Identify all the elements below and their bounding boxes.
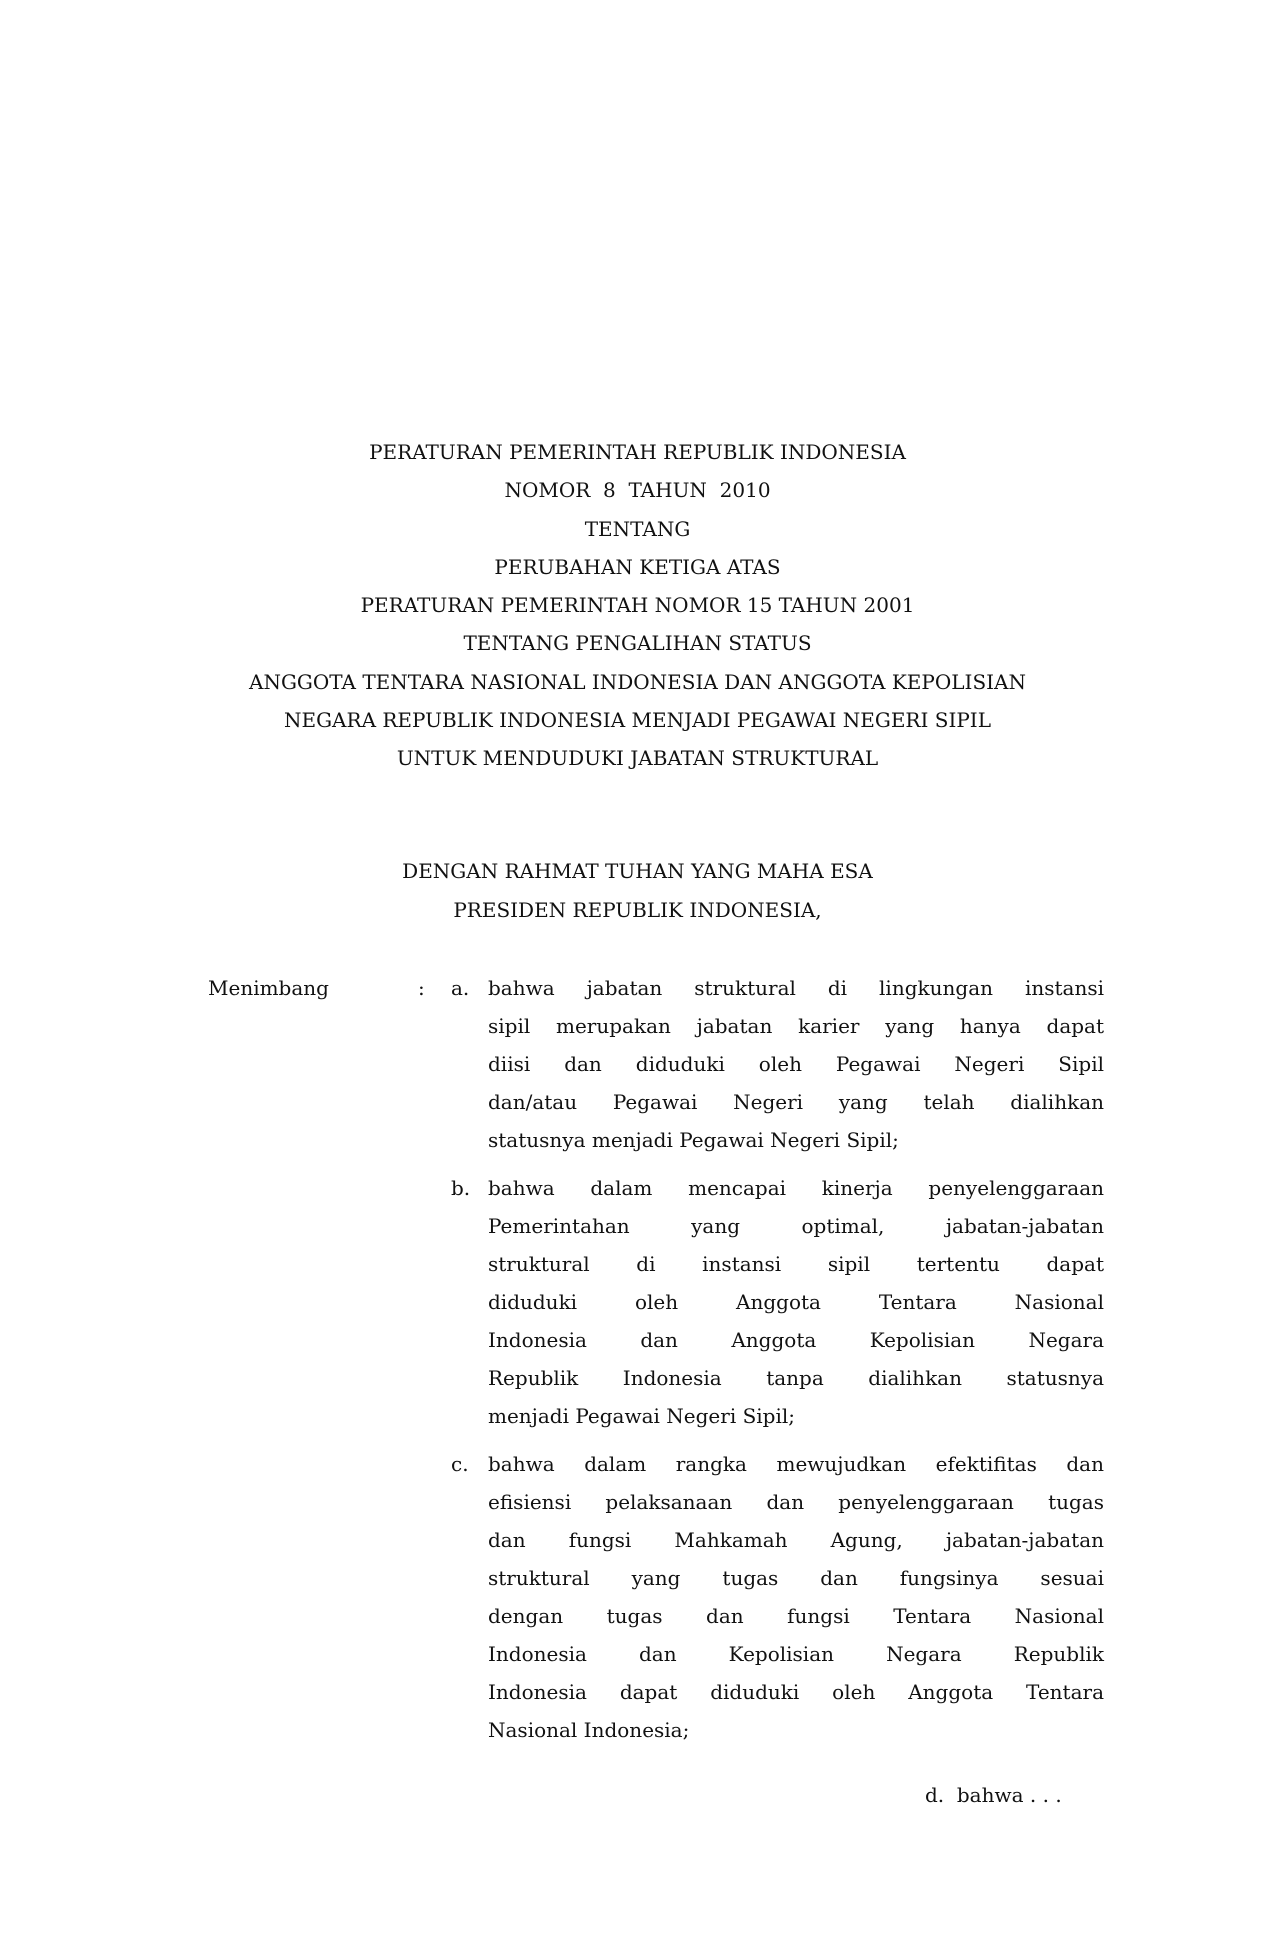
consideration-item-b (451, 1169, 1104, 1435)
opening-formula (0, 852, 1275, 930)
title-line: UNTUK MENDUDUKI JABATAN STRUKTURAL (396, 746, 879, 771)
item-line: bahwa dalam mencapai kinerja penyelenggaraan (488, 1176, 1104, 1200)
title-line: TENTANG PENGALIHAN STATUS (463, 631, 812, 656)
item-line: bahwa jabatan struktural di lingkungan instansi (488, 976, 1104, 1000)
item-line: diduduki oleh Anggota Tentara Nasional (488, 1290, 1104, 1314)
title-line: PERATURAN PEMERINTAH REPUBLIK INDONESIA (369, 440, 906, 464)
menimbang-items (451, 969, 1104, 1759)
item-line: sipil merupakan jabatan karier yang hanya dapat (488, 1014, 1104, 1038)
item-line: efisiensi pelaksanaan dan penyelenggaraan tugas (488, 1490, 1104, 1514)
item-line: struktural di instansi sipil tertentu dapat (488, 1252, 1104, 1276)
title-line: TENTANG (584, 516, 691, 541)
item-line: dan fungsi Mahkamah Agung, jabatan-jabatan (488, 1528, 1104, 1552)
title-line: ANGGOTA TENTARA NASIONAL INDONESIA DAN ANGGOTA KEPOLISIAN (249, 669, 1026, 694)
item-line: Indonesia dapat diduduki oleh Anggota Tentara (488, 1680, 1104, 1704)
item-letter: a. (451, 976, 470, 1000)
item-line: Republik Indonesia tanpa dialihkan statusnya (488, 1366, 1104, 1390)
item-line: Nasional Indonesia; (488, 1718, 690, 1742)
item-letter: c. (451, 1452, 469, 1476)
consideration-item-c (451, 1445, 1104, 1749)
item-letter: b. (451, 1176, 471, 1200)
item-line: menjadi Pegawai Negeri Sipil; (488, 1404, 796, 1428)
item-line: Pemerintahan yang optimal, jabatan-jabatan (488, 1214, 1104, 1238)
title-line: PERATURAN PEMERINTAH NOMOR 15 TAHUN 2001 (360, 593, 915, 618)
consideration-item-a (451, 969, 1104, 1159)
title-line: NOMOR 8 TAHUN 2010 (504, 478, 771, 503)
item-line: bahwa dalam rangka mewujudkan efektifitas dan (488, 1452, 1104, 1476)
item-line: dan/atau Pegawai Negeri yang telah dialihkan (488, 1090, 1104, 1114)
item-line: Indonesia dan Kepolisian Negara Republik (488, 1642, 1104, 1666)
opening-line: PRESIDEN REPUBLIK INDONESIA, (453, 898, 822, 922)
item-line: statusnya menjadi Pegawai Negeri Sipil; (488, 1128, 899, 1152)
menimbang-colon: : (418, 976, 425, 1000)
title-line: PERUBAHAN KETIGA ATAS (494, 554, 781, 579)
item-line: dengan tugas dan fungsi Tentara Nasional (488, 1604, 1104, 1628)
opening-line: DENGAN RAHMAT TUHAN YANG MAHA ESA (402, 859, 873, 883)
title-line: NEGARA REPUBLIK INDONESIA MENJADI PEGAWAI NEGERI SIPIL (283, 708, 991, 733)
page-continuation: d. bahwa . . . (925, 1783, 1062, 1807)
item-line: diisi dan diduduki oleh Pegawai Negeri Sipil (488, 1052, 1104, 1076)
item-line: struktural yang tugas dan fungsinya sesuai (488, 1566, 1104, 1590)
item-line: Indonesia dan Anggota Kepolisian Negara (488, 1328, 1104, 1352)
document-title (0, 433, 1275, 778)
menimbang-label: Menimbang (208, 976, 329, 1000)
